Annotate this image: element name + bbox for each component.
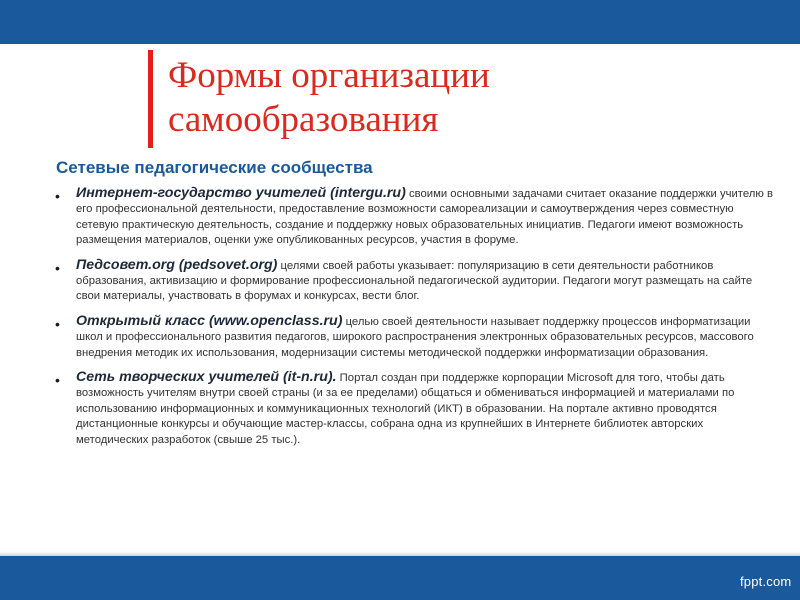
list-item — [52, 186, 774, 249]
bullet-list — [52, 186, 774, 457]
list-item — [52, 370, 774, 448]
item-text: своими основными задачами считает оказание поддержки учителю в его профессиональной деятельности, предоставление возможности самореализации и самоутверждения через совместную сетевую практическую деятельность, создание и поддержку новых образовательных инициатив. Педагоги имеют возможность размещения материалов, оценки уже опубликованных ресурсов, участия в форуме. — [76, 188, 773, 247]
list-item — [52, 314, 774, 361]
slide-title-line-1: Формы организации — [168, 55, 490, 96]
bullet-icon: • — [55, 315, 60, 332]
slide-title-line-2: самообразования — [168, 99, 439, 140]
item-lead: Сеть творческих учителей (it-n.ru). — [76, 369, 337, 386]
title-accent-rule — [148, 50, 153, 148]
top-banner — [0, 0, 800, 44]
item-text: целями своей работы указывает: популяризацию в сети деятельности работников образования, активизацию и формирование профессиональной педагогической аудитории. Педагоги могут размещать на сайте свои материалы, участвовать в форумах и конкурсах, вести блог. — [76, 259, 753, 303]
bottom-banner — [0, 556, 800, 600]
item-text: Портал создан при поддержке корпорации Microsoft для того, чтобы дать возможность учителям внутри своей страны (и за ее пределами) общаться и обмениваться информацией и материалами по использованию информационных и коммуникационных технологий (ИКТ) в образовании. На портале активно проводятся дистанционные конкурсы и обучающие мастер-классы, собрана одна из крупнейших в Интернете библиотек авторских методических разработок (свыше 25 тыс.). — [76, 372, 735, 446]
bullet-icon: • — [55, 372, 60, 389]
list-item — [52, 258, 774, 305]
bullet-icon: • — [55, 188, 60, 204]
slide-title — [168, 54, 490, 142]
slide-subtitle: Сетевые педагогические сообщества — [56, 158, 373, 177]
item-text: целью своей деятельности называет поддержку процессов информатизации школ и профессионального развития педагогов, широкого распространения электронных образовательных ресурсов, массового внедрения методик их использования, модернизации системы методической поддержки информатизации образования. — [76, 315, 754, 359]
item-lead: Интернет-государство учителей (intergu.ru) — [76, 185, 406, 201]
footer-logo: fppt.com — [740, 574, 792, 589]
item-lead: Педсовет.org (pedsovet.org) — [76, 256, 278, 273]
bullet-icon: • — [55, 259, 60, 276]
item-lead: Открытый класс (www.openclass.ru) — [76, 312, 343, 329]
